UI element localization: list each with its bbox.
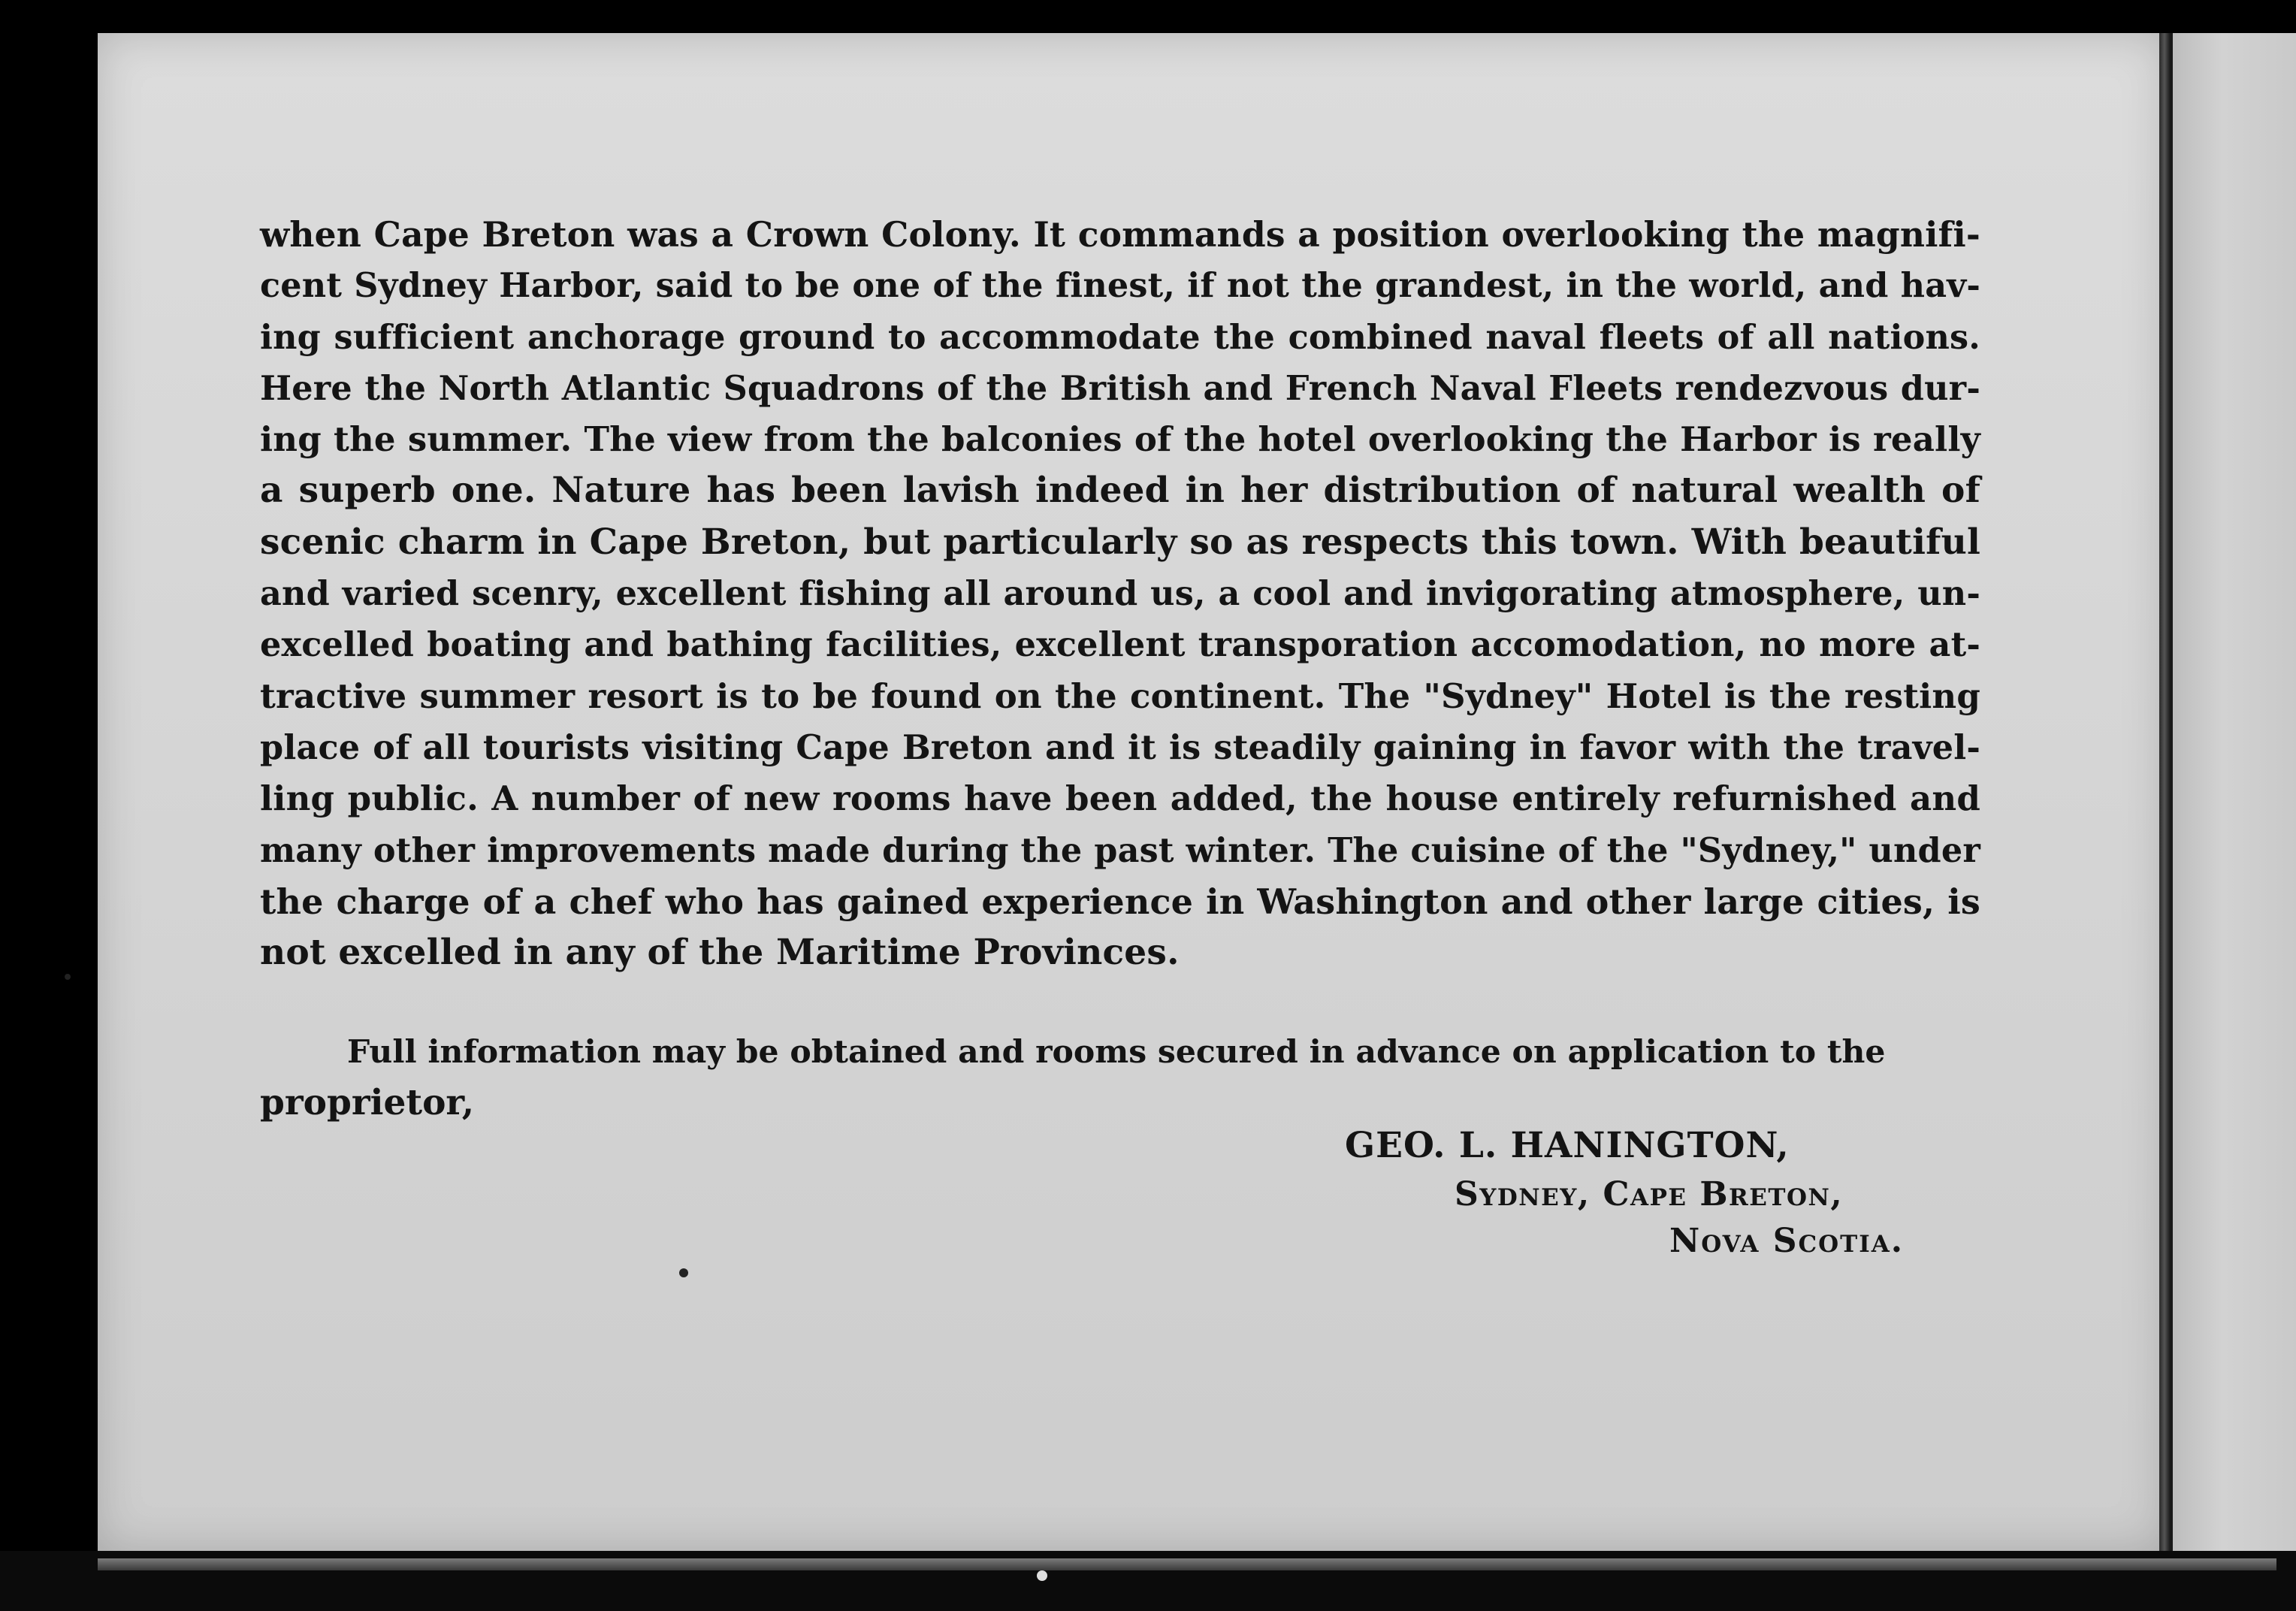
body-line: scenic charm in Cape Breton, but particularly so as respects this town. With beautiful <box>260 521 1980 563</box>
body-line: the charge of a chef who has gained experience in Washington and other large cities, is <box>260 881 1980 922</box>
body-line: ing sufficient anchorage ground to accommodate the combined naval fleets of all nations. <box>260 317 1980 357</box>
ink-speck <box>679 1268 688 1277</box>
closing-line: Full information may be obtained and rooms secured in advance on application to the <box>347 1033 1886 1071</box>
ink-speck <box>1037 1570 1047 1581</box>
body-line: not excelled in any of the Maritime Provinces. <box>260 932 1180 974</box>
body-line: ling public. A number of new rooms have been added, the house entirely refurnished and <box>260 778 1980 819</box>
body-line: tractive summer resort is to be found on the continent. The "Sydney" Hotel is the resting <box>260 676 1980 716</box>
body-line: many other improvements made during the past winter. The cuisine of the "Sydney," under <box>260 830 1980 870</box>
body-line: place of all tourists visiting Cape Breton and it is steadily gaining in favor with the travel- <box>260 727 1980 767</box>
signature-province: Nova Scotia. <box>1669 1222 1905 1260</box>
closing-line: proprietor, <box>260 1082 475 1124</box>
body-line: when Cape Breton was a Crown Colony. It commands a position overlooking the magnifi- <box>260 214 1980 255</box>
page-bottom-edge <box>98 1558 2276 1570</box>
body-paragraph <box>260 209 1980 978</box>
body-line: a superb one. Nature has been lavish indeed in her distribution of natural wealth of <box>260 470 1980 512</box>
body-line: Here the North Atlantic Squadrons of the British and French Naval Fleets rendezvous dur- <box>260 368 1980 408</box>
adjacent-page-edge <box>2173 33 2296 1551</box>
body-line: and varied scenry, excellent fishing all around us, a cool and invigorating atmosphere, un- <box>260 574 1980 614</box>
signature-name: GEO. L. HANINGTON, <box>1345 1125 1790 1166</box>
ink-speck <box>65 974 71 980</box>
page-fold <box>2159 33 2170 1551</box>
body-line: cent Sydney Harbor, said to be one of the finest, if not the grandest, in the world, and hav- <box>260 266 1980 306</box>
body-line: excelled boating and bathing facilities, excellent transporation accomodation, no more at- <box>260 625 1980 665</box>
signature-city: Sydney, Cape Breton, <box>1455 1175 1844 1214</box>
closing-paragraph <box>260 1026 1980 1129</box>
body-line: ing the summer. The view from the balconies of the hotel overlooking the Harbor is really <box>260 419 1980 460</box>
